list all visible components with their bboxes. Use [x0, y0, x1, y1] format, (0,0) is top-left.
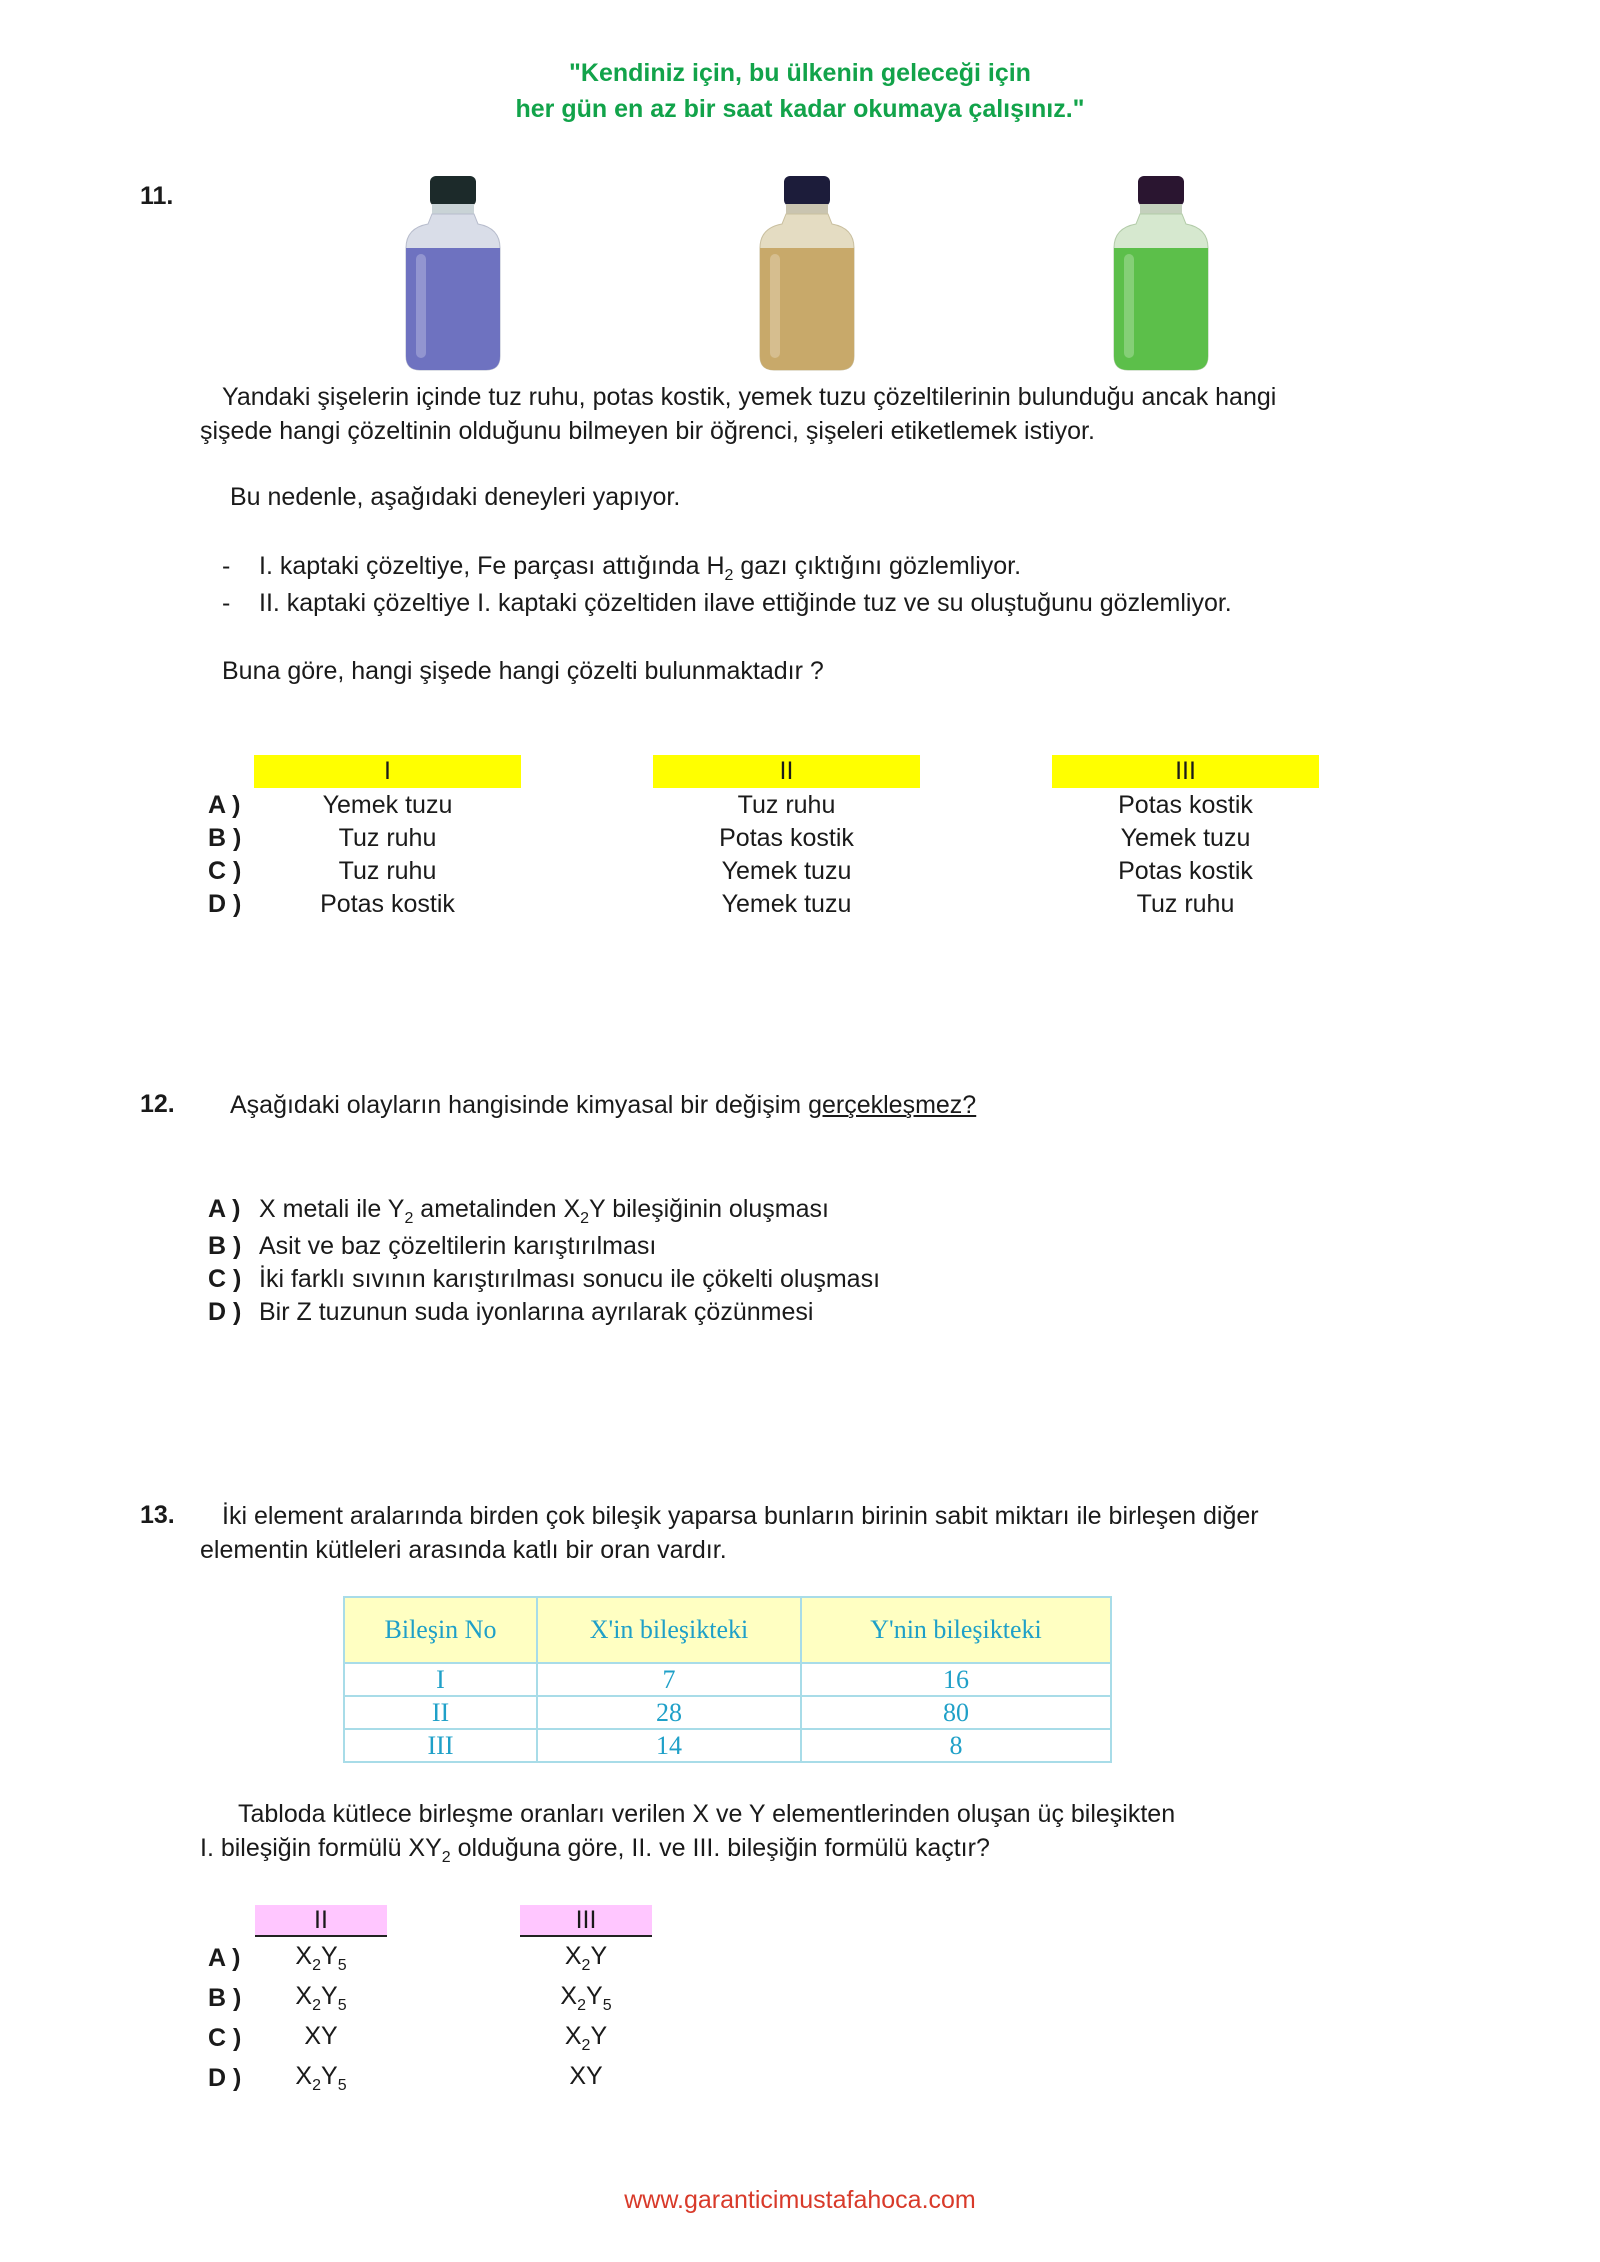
q13-option-c-III: $X_2Y$: [564, 2022, 608, 2054]
q11-option-b-III: Yemek tuzu: [1120, 824, 1251, 852]
q12-option-a: X metali ile $Y_2$ ametalinden $X_2Y$ bileşiğinin oluşması: [259, 1195, 829, 1227]
q11-option-d-III: Tuz ruhu: [1136, 890, 1235, 918]
q11-option-c-II: Yemek tuzu: [721, 857, 852, 885]
quote-line-1: "Kendiniz için, bu ülkenin geleceği için: [569, 59, 1031, 87]
q13-header-III: III: [520, 1905, 652, 1937]
table-cell: 80: [801, 1696, 1111, 1729]
option-label-d[interactable]: D ): [208, 1298, 242, 1326]
q13-option-b-II: $X_2Y_5$: [295, 1982, 347, 2014]
option-label-a[interactable]: A ): [208, 791, 241, 819]
bottle-blue: [398, 176, 508, 377]
q11-paragraph-line-1: Yandaki şişelerin içinde tuz ruhu, potas kostik, yemek tuzu çözeltilerinin bulunduğu ancak hangi: [222, 383, 1277, 411]
q13-option-c-II: XY: [304, 2022, 338, 2050]
table-cell: 28: [537, 1696, 801, 1729]
q13-option-d-III: XY: [569, 2062, 603, 2090]
table-header-x: X'in bileşikteki: [537, 1597, 801, 1663]
option-label-d[interactable]: D ): [208, 890, 242, 918]
table-cell: 16: [801, 1663, 1111, 1696]
table-cell: III: [344, 1729, 537, 1762]
q11-option-a-I: Yemek tuzu: [322, 791, 453, 819]
table-row: [344, 1696, 1111, 1729]
q13-header-II: II: [255, 1905, 387, 1937]
option-label-b[interactable]: B ): [208, 1984, 242, 2012]
q12-question: Aşağıdaki olayların hangisinde kimyasal bir değişim gerçekleşmez?: [230, 1091, 977, 1119]
q12-option-b: Asit ve baz çözeltilerin karıştırılması: [259, 1232, 657, 1260]
q11-option-a-II: Tuz ruhu: [737, 791, 836, 819]
question-11-number: 11.: [140, 182, 174, 210]
question-13-number: 13.: [140, 1501, 175, 1529]
q11-paragraph-line-2: şişede hangi çözeltinin olduğunu bilmeyen bir öğrenci, şişeleri etiketlemek istiyor.: [200, 417, 1095, 445]
q11-header-II: II: [653, 755, 920, 788]
q11-option-b-I: Tuz ruhu: [338, 824, 437, 852]
q12-option-c: İki farklı sıvının karıştırılması sonucu ile çökelti oluşması: [259, 1265, 881, 1293]
option-label-b[interactable]: B ): [208, 1232, 242, 1260]
q11-option-b-II: Potas kostik: [719, 824, 854, 852]
option-label-d[interactable]: D ): [208, 2064, 242, 2092]
q12-option-d: Bir Z tuzunun suda iyonlarına ayrılarak çözünmesi: [259, 1298, 814, 1326]
table-row: [344, 1663, 1111, 1696]
q13-line-1: İki element aralarında birden çok bileşik yaparsa bunların birinin sabit miktarı ile birleşen diğer: [222, 1502, 1259, 1530]
q11-bullet-1: I. kaptaki çözeltiye, Fe parçası attığında $H_2$ gazı çıktığını gözlemliyor.: [259, 552, 1022, 584]
q13-option-a-II: $X_2Y_5$: [295, 1942, 347, 1974]
q11-header-III: III: [1052, 755, 1319, 788]
mass-ratio-table: [343, 1596, 1112, 1763]
table-cell: I: [344, 1663, 537, 1696]
q11-paragraph-2: Bu nedenle, aşağıdaki deneyleri yapıyor.: [230, 483, 681, 511]
q11-option-c-III: Potas kostik: [1118, 857, 1253, 885]
q13-paragraph-line-1: Tabloda kütlece birleşme oranları verilen X ve Y elementlerinden oluşan üç bileşikten: [238, 1800, 1176, 1828]
table-row: [344, 1729, 1111, 1762]
q11-header-I: I: [254, 755, 521, 788]
q13-option-b-III: $X_2Y_5$: [560, 1982, 612, 2014]
question-12-number: 12.: [140, 1090, 175, 1118]
bullet-dash: -: [222, 552, 231, 580]
q13-option-a-III: $X_2Y$: [564, 1942, 608, 1974]
quote-line-2: her gün en az bir saat kadar okumaya çalışınız.": [515, 95, 1085, 123]
bottle-green: [1106, 176, 1216, 377]
option-label-a[interactable]: A ): [208, 1944, 241, 1972]
q13-paragraph-line-2: I. bileşiğin formülü $XY_2$ olduğuna göre, II. ve III. bileşiğin formülü kaçtır?: [200, 1834, 990, 1866]
q11-option-c-I: Tuz ruhu: [338, 857, 437, 885]
table-cell: 7: [537, 1663, 801, 1696]
option-label-c[interactable]: C ): [208, 857, 242, 885]
table-header-y: Y'nin bileşikteki: [801, 1597, 1111, 1663]
option-label-c[interactable]: C ): [208, 2024, 242, 2052]
q11-option-a-III: Potas kostik: [1118, 791, 1253, 819]
q11-option-d-II: Yemek tuzu: [721, 890, 852, 918]
table-cell: 14: [537, 1729, 801, 1762]
table-cell: 8: [801, 1729, 1111, 1762]
q11-option-d-I: Potas kostik: [320, 890, 455, 918]
option-label-c[interactable]: C ): [208, 1265, 242, 1293]
bullet-dash: -: [222, 589, 231, 617]
footer-website-link[interactable]: www.garanticimustafahoca.com: [624, 2186, 976, 2214]
q13-line-2: elementin kütleleri arasında katlı bir oran vardır.: [200, 1536, 727, 1564]
q11-question: Buna göre, hangi şişede hangi çözelti bulunmaktadır ?: [222, 657, 824, 685]
option-label-a[interactable]: A ): [208, 1195, 241, 1223]
q13-option-d-II: $X_2Y_5$: [295, 2062, 347, 2094]
table-cell: II: [344, 1696, 537, 1729]
table-header-compound: Bileşin No: [344, 1597, 537, 1663]
option-label-b[interactable]: B ): [208, 824, 242, 852]
q11-bullet-2: II. kaptaki çözeltiye I. kaptaki çözeltiden ilave ettiğinde tuz ve su oluştuğunu gözlemliyor.: [259, 589, 1232, 617]
bottle-amber: [752, 176, 862, 377]
